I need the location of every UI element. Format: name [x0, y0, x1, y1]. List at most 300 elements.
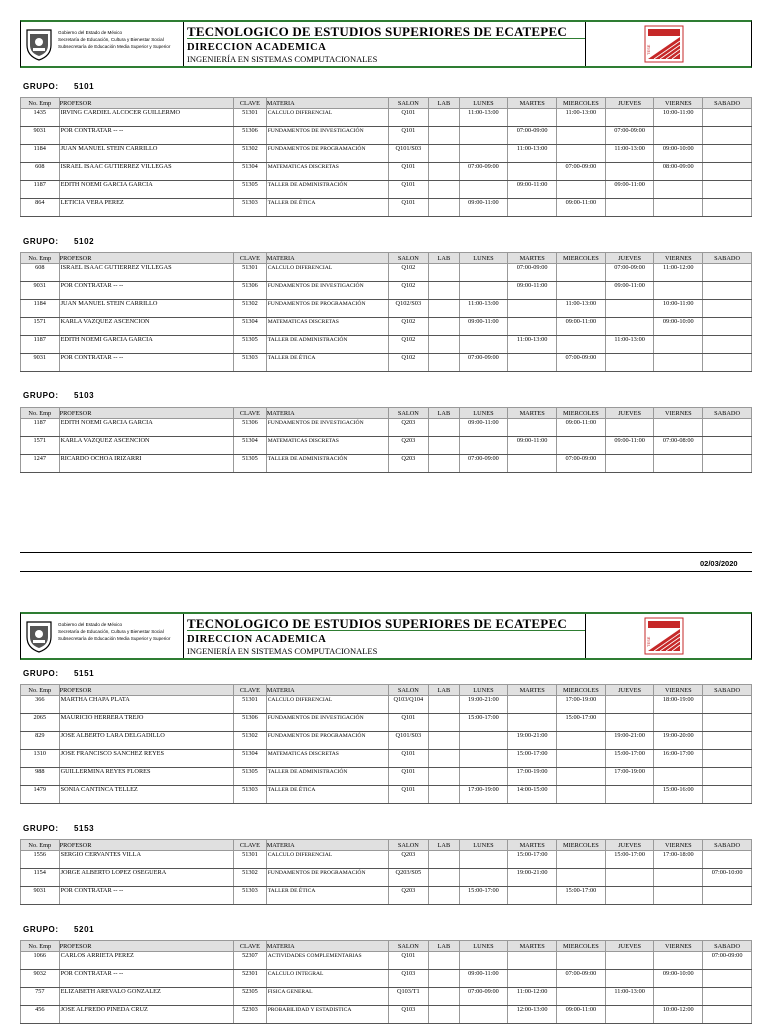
cell-no-emp: 829	[21, 732, 60, 750]
column-header: MIERCOLES	[557, 408, 606, 419]
cell-jueves: 11:00-13:00	[605, 145, 654, 163]
cell-sabado	[703, 199, 752, 217]
column-header: VIERNES	[654, 408, 703, 419]
schedule-table-5153	[20, 839, 752, 905]
cell-viernes: 07:00-08:00	[654, 437, 703, 455]
cell-salon: Q102	[388, 336, 429, 354]
cell-salon: Q101/S03	[388, 145, 429, 163]
column-header: SABADO	[703, 98, 752, 109]
gov-line-subsecretariat: Subsecretaría de Educación Media Superior y Superior	[58, 44, 171, 49]
cell-clave: 51302	[234, 732, 266, 750]
cell-martes	[508, 419, 557, 437]
cell-viernes: 09:00-10:00	[654, 145, 703, 163]
column-header: PROFESOR	[59, 840, 234, 851]
gov-line-subsecretariat: Subsecretaría de Educación Media Superior y Superior	[58, 636, 171, 641]
group-label	[23, 391, 95, 400]
column-header: JUEVES	[605, 253, 654, 264]
cell-jueves: 15:00-17:00	[605, 851, 654, 869]
cell-no-emp: 757	[21, 988, 60, 1006]
table-row	[21, 732, 752, 750]
column-header: CLAVE	[234, 408, 266, 419]
cell-no-emp: 456	[21, 1006, 60, 1024]
table-row	[21, 869, 752, 887]
cell-miercoles: 07:00-09:00	[557, 354, 606, 372]
cell-jueves: 11:00-13:00	[605, 336, 654, 354]
table-row	[21, 696, 752, 714]
cell-jueves: 15:00-17:00	[605, 750, 654, 768]
column-header: SABADO	[703, 685, 752, 696]
cell-sabado	[703, 455, 752, 473]
cell-lunes	[459, 282, 508, 300]
cell-profesor: KARLA VAZQUEZ ASCENCION	[59, 437, 234, 455]
cell-no-emp: 9031	[21, 127, 60, 145]
cell-jueves	[605, 419, 654, 437]
cell-lab	[429, 970, 459, 988]
table-header-row	[21, 840, 752, 851]
column-header: JUEVES	[605, 98, 654, 109]
cell-viernes: 18:00-19:00	[654, 696, 703, 714]
cell-no-emp: 1435	[21, 109, 60, 127]
cell-martes	[508, 354, 557, 372]
cell-salon: Q101	[388, 127, 429, 145]
page-header-1	[20, 20, 752, 68]
cell-jueves	[605, 199, 654, 217]
cell-profesor: JOSE FRANCISCO SANCHEZ REYES	[59, 750, 234, 768]
cell-miercoles: 09:00-11:00	[557, 419, 606, 437]
column-header: MIERCOLES	[557, 840, 606, 851]
column-header: MIERCOLES	[557, 941, 606, 952]
column-header: LUNES	[459, 840, 508, 851]
department-title: DIRECCION ACADEMICA	[187, 634, 327, 645]
cell-profesor: JOSE ALBERTO LARA DELGADILLO	[59, 732, 234, 750]
column-header: SABADO	[703, 253, 752, 264]
cell-materia: TALLER DE ADMINISTRACIÓN	[266, 768, 388, 786]
cell-jueves: 09:00-11:00	[605, 181, 654, 199]
cell-profesor: EDITH NOEMI GARCIA GARCIA	[59, 336, 234, 354]
cell-lab	[429, 455, 459, 473]
cell-salon: Q203	[388, 887, 429, 905]
cell-materia: TALLER DE ADMINISTRACIÓN	[266, 181, 388, 199]
column-header: SABADO	[703, 941, 752, 952]
page-header-2	[20, 612, 752, 660]
cell-lab	[429, 714, 459, 732]
cell-miercoles: 11:00-13:00	[557, 109, 606, 127]
cell-lunes	[459, 869, 508, 887]
cell-salon: Q203	[388, 419, 429, 437]
cell-miercoles: 07:00-09:00	[557, 455, 606, 473]
cell-clave: 51301	[234, 109, 266, 127]
cell-clave: 51306	[234, 419, 266, 437]
column-header: SABADO	[703, 840, 752, 851]
cell-lunes: 09:00-11:00	[459, 199, 508, 217]
cell-jueves	[605, 455, 654, 473]
cell-martes	[508, 163, 557, 181]
cell-clave: 51302	[234, 869, 266, 887]
cell-no-emp: 1479	[21, 786, 60, 804]
cell-sabado	[703, 419, 752, 437]
cell-clave: 51305	[234, 181, 266, 199]
cell-lab	[429, 127, 459, 145]
column-header: JUEVES	[605, 941, 654, 952]
cell-salon: Q102/S03	[388, 300, 429, 318]
footer-date: 02/03/2020	[700, 559, 738, 568]
column-header: MARTES	[508, 98, 557, 109]
cell-lab	[429, 318, 459, 336]
column-header: LUNES	[459, 685, 508, 696]
cell-miercoles	[557, 869, 606, 887]
table-row	[21, 264, 752, 282]
column-header: JUEVES	[605, 408, 654, 419]
table-header-row	[21, 408, 752, 419]
cell-materia: FUNDAMENTOS DE INVESTIGACIÓN	[266, 419, 388, 437]
cell-clave: 51304	[234, 750, 266, 768]
table-header-row	[21, 253, 752, 264]
cell-materia: TALLER DE ÉTICA	[266, 786, 388, 804]
cell-materia: TALLER DE ADMINISTRACIÓN	[266, 455, 388, 473]
cell-materia: FUNDAMENTOS DE PROGRAMACIÓN	[266, 145, 388, 163]
cell-viernes: 16:00-17:00	[654, 750, 703, 768]
cell-miercoles: 15:00-17:00	[557, 887, 606, 905]
cell-clave: 51303	[234, 354, 266, 372]
cell-sabado	[703, 887, 752, 905]
column-header: MARTES	[508, 408, 557, 419]
column-header: MATERIA	[266, 408, 388, 419]
cell-lunes: 07:00-09:00	[459, 354, 508, 372]
cell-clave: 51306	[234, 127, 266, 145]
column-header: CLAVE	[234, 941, 266, 952]
career-title: INGENIERÍA EN SISTEMAS COMPUTACIONALES	[187, 646, 378, 656]
cell-lunes: 09:00-11:00	[459, 318, 508, 336]
cell-lunes	[459, 181, 508, 199]
column-header: LUNES	[459, 408, 508, 419]
column-header: LUNES	[459, 98, 508, 109]
cell-materia: TALLER DE ÉTICA	[266, 354, 388, 372]
cell-viernes: 11:00-12:00	[654, 264, 703, 282]
cell-salon: Q103	[388, 970, 429, 988]
column-header: VIERNES	[654, 98, 703, 109]
cell-lab	[429, 109, 459, 127]
cell-viernes	[654, 988, 703, 1006]
table-row	[21, 988, 752, 1006]
cell-lunes: 15:00-17:00	[459, 714, 508, 732]
cell-lab	[429, 851, 459, 869]
cell-miercoles	[557, 750, 606, 768]
cell-lab	[429, 786, 459, 804]
cell-martes	[508, 714, 557, 732]
cell-sabado	[703, 732, 752, 750]
cell-no-emp: 1571	[21, 437, 60, 455]
cell-lunes: 15:00-17:00	[459, 887, 508, 905]
cell-no-emp: 988	[21, 768, 60, 786]
cell-salon: Q102	[388, 282, 429, 300]
table-row	[21, 714, 752, 732]
cell-clave: 51304	[234, 437, 266, 455]
group-label-text: GRUPO:	[23, 669, 59, 678]
cell-viernes: 10:00-11:00	[654, 300, 703, 318]
cell-martes	[508, 970, 557, 988]
cell-miercoles	[557, 181, 606, 199]
cell-lunes: 11:00-13:00	[459, 300, 508, 318]
cell-lunes: 09:00-11:00	[459, 419, 508, 437]
tese-logo-icon	[644, 617, 684, 655]
column-header: LAB	[429, 98, 459, 109]
cell-martes	[508, 887, 557, 905]
column-header: LAB	[429, 941, 459, 952]
cell-no-emp: 9031	[21, 887, 60, 905]
cell-viernes: 19:00-20:00	[654, 732, 703, 750]
cell-no-emp: 1066	[21, 952, 60, 970]
cell-viernes: 08:00-09:00	[654, 163, 703, 181]
table-header-row	[21, 685, 752, 696]
column-header: LUNES	[459, 941, 508, 952]
column-header: MARTES	[508, 253, 557, 264]
cell-lab	[429, 199, 459, 217]
table-row	[21, 437, 752, 455]
cell-lunes: 17:00-19:00	[459, 786, 508, 804]
cell-profesor: KARLA VAZQUEZ ASCENCION	[59, 318, 234, 336]
cell-viernes	[654, 199, 703, 217]
cell-profesor: POR CONTRATAR -- --	[59, 127, 234, 145]
column-header: MARTES	[508, 941, 557, 952]
cell-viernes: 09:00-10:00	[654, 318, 703, 336]
column-header: No. Emp	[21, 98, 60, 109]
column-header: SALON	[388, 685, 429, 696]
cell-miercoles: 09:00-11:00	[557, 1006, 606, 1024]
column-header: LUNES	[459, 253, 508, 264]
cell-sabado	[703, 786, 752, 804]
cell-miercoles	[557, 437, 606, 455]
group-label	[23, 824, 95, 833]
cell-martes: 11:00-13:00	[508, 145, 557, 163]
career-title: INGENIERÍA EN SISTEMAS COMPUTACIONALES	[187, 54, 378, 64]
table-header-row	[21, 98, 752, 109]
column-header: PROFESOR	[59, 685, 234, 696]
column-header: MIERCOLES	[557, 253, 606, 264]
column-header: MIERCOLES	[557, 98, 606, 109]
cell-materia: MATEMATICAS DISCRETAS	[266, 437, 388, 455]
cell-lab	[429, 264, 459, 282]
institution-title: TECNOLOGICO DE ESTUDIOS SUPERIORES DE ECATEPEC	[187, 616, 567, 631]
cell-lab	[429, 988, 459, 1006]
table-row	[21, 163, 752, 181]
cell-lunes	[459, 750, 508, 768]
cell-lab	[429, 732, 459, 750]
column-header: SALON	[388, 253, 429, 264]
cell-salon: Q101	[388, 952, 429, 970]
cell-profesor: POR CONTRATAR -- --	[59, 970, 234, 988]
cell-profesor: IRVING CARDIEL ALCOCER GUILLERMO	[59, 109, 234, 127]
cell-viernes	[654, 127, 703, 145]
cell-salon: Q101	[388, 163, 429, 181]
cell-lab	[429, 163, 459, 181]
cell-miercoles	[557, 851, 606, 869]
cell-lab	[429, 300, 459, 318]
column-header: No. Emp	[21, 685, 60, 696]
cell-jueves: 07:00-09:00	[605, 264, 654, 282]
cell-clave: 52303	[234, 1006, 266, 1024]
cell-sabado	[703, 163, 752, 181]
column-header: CLAVE	[234, 98, 266, 109]
column-header: MATERIA	[266, 98, 388, 109]
group-label-text: GRUPO:	[23, 391, 59, 400]
cell-salon: Q101	[388, 199, 429, 217]
cell-clave: 51306	[234, 714, 266, 732]
cell-sabado	[703, 354, 752, 372]
cell-sabado	[703, 851, 752, 869]
cell-salon: Q101	[388, 109, 429, 127]
cell-lunes	[459, 952, 508, 970]
svg-text:TESE: TESE	[646, 44, 651, 55]
cell-jueves: 09:00-11:00	[605, 282, 654, 300]
cell-lunes: 07:00-09:00	[459, 988, 508, 1006]
cell-jueves	[605, 300, 654, 318]
cell-miercoles	[557, 786, 606, 804]
table-row	[21, 1006, 752, 1024]
cell-jueves	[605, 163, 654, 181]
cell-lab	[429, 1006, 459, 1024]
cell-materia: CALCULO DIFERENCIAL	[266, 109, 388, 127]
column-header: MARTES	[508, 840, 557, 851]
table-row	[21, 318, 752, 336]
cell-martes: 07:00-09:00	[508, 127, 557, 145]
state-shield-icon	[25, 619, 53, 653]
cell-lab	[429, 181, 459, 199]
cell-viernes	[654, 336, 703, 354]
column-header: PROFESOR	[59, 408, 234, 419]
column-header: VIERNES	[654, 253, 703, 264]
column-header: SALON	[388, 408, 429, 419]
cell-jueves	[605, 109, 654, 127]
cell-miercoles	[557, 988, 606, 1006]
cell-no-emp: 1310	[21, 750, 60, 768]
cell-profesor: ISRAEL ISAAC GUTIERREZ VILLEGAS	[59, 264, 234, 282]
cell-clave: 51305	[234, 336, 266, 354]
cell-profesor: GUILLERMINA REYES FLORES	[59, 768, 234, 786]
column-header: LAB	[429, 840, 459, 851]
column-header: SALON	[388, 941, 429, 952]
cell-martes: 14:00-15:00	[508, 786, 557, 804]
cell-viernes	[654, 768, 703, 786]
cell-salon: Q101	[388, 181, 429, 199]
cell-profesor: SERGIO CERVANTES VILLA	[59, 851, 234, 869]
table-row	[21, 419, 752, 437]
cell-martes: 09:00-11:00	[508, 181, 557, 199]
column-header: LAB	[429, 408, 459, 419]
cell-lunes: 07:00-09:00	[459, 455, 508, 473]
schedule-table-5101	[20, 97, 752, 217]
cell-lunes	[459, 336, 508, 354]
cell-sabado	[703, 109, 752, 127]
cell-materia: CALCULO DIFERENCIAL	[266, 696, 388, 714]
cell-materia: TALLER DE ÉTICA	[266, 199, 388, 217]
cell-miercoles: 09:00-11:00	[557, 199, 606, 217]
schedule-table-5201	[20, 940, 752, 1024]
cell-lunes: 07:00-09:00	[459, 163, 508, 181]
cell-salon: Q102	[388, 354, 429, 372]
cell-profesor: JORGE ALBERTO LOPEZ OSEGUERA	[59, 869, 234, 887]
cell-sabado	[703, 127, 752, 145]
group-number: 5103	[74, 391, 95, 400]
cell-sabado	[703, 988, 752, 1006]
cell-no-emp: 608	[21, 163, 60, 181]
cell-clave: 52301	[234, 970, 266, 988]
cell-materia: PROBABILIDAD Y ESTADISTICA	[266, 1006, 388, 1024]
cell-sabado	[703, 318, 752, 336]
column-header: PROFESOR	[59, 253, 234, 264]
cell-materia: FUNDAMENTOS DE INVESTIGACIÓN	[266, 714, 388, 732]
cell-salon: Q203	[388, 437, 429, 455]
group-label	[23, 237, 95, 246]
cell-salon: Q101	[388, 768, 429, 786]
cell-clave: 51301	[234, 264, 266, 282]
cell-miercoles: 15:00-17:00	[557, 714, 606, 732]
group-number: 5153	[74, 824, 95, 833]
cell-clave: 51301	[234, 696, 266, 714]
table-row	[21, 127, 752, 145]
cell-jueves	[605, 970, 654, 988]
cell-no-emp: 1184	[21, 145, 60, 163]
cell-martes: 19:00-21:00	[508, 869, 557, 887]
cell-materia: CALCULO DIFERENCIAL	[266, 851, 388, 869]
table-row	[21, 768, 752, 786]
cell-martes: 19:00-21:00	[508, 732, 557, 750]
department-title: DIRECCION ACADEMICA	[187, 42, 327, 53]
group-label-text: GRUPO:	[23, 824, 59, 833]
cell-materia: TALLER DE ÉTICA	[266, 887, 388, 905]
cell-salon: Q203	[388, 851, 429, 869]
cell-jueves	[605, 952, 654, 970]
cell-materia: FISICA GENERAL	[266, 988, 388, 1006]
column-header: MATERIA	[266, 685, 388, 696]
cell-salon: Q101	[388, 786, 429, 804]
group-label	[23, 925, 95, 934]
cell-miercoles	[557, 282, 606, 300]
cell-lab	[429, 419, 459, 437]
cell-martes: 09:00-11:00	[508, 437, 557, 455]
cell-materia: MATEMATICAS DISCRETAS	[266, 163, 388, 181]
cell-martes	[508, 318, 557, 336]
column-header: SABADO	[703, 408, 752, 419]
column-header: JUEVES	[605, 840, 654, 851]
cell-salon: Q101	[388, 750, 429, 768]
cell-profesor: POR CONTRATAR -- --	[59, 282, 234, 300]
group-label	[23, 82, 95, 91]
cell-miercoles: 11:00-13:00	[557, 300, 606, 318]
cell-sabado	[703, 282, 752, 300]
table-row	[21, 336, 752, 354]
cell-martes: 17:00-19:00	[508, 768, 557, 786]
group-number: 5151	[74, 669, 95, 678]
cell-viernes: 15:00-16:00	[654, 786, 703, 804]
cell-lab	[429, 696, 459, 714]
cell-miercoles	[557, 336, 606, 354]
cell-martes	[508, 109, 557, 127]
cell-martes	[508, 696, 557, 714]
cell-profesor: JUAN MANUEL STEIN CARRILLO	[59, 145, 234, 163]
table-row	[21, 851, 752, 869]
cell-profesor: ISRAEL ISAAC GUTIERREZ VILLEGAS	[59, 163, 234, 181]
cell-no-emp: 2065	[21, 714, 60, 732]
government-logo-block	[21, 22, 184, 66]
cell-viernes	[654, 952, 703, 970]
cell-viernes	[654, 714, 703, 732]
svg-text:TESE: TESE	[646, 636, 651, 647]
cell-materia: TALLER DE ADMINISTRACIÓN	[266, 336, 388, 354]
group-number: 5201	[74, 925, 95, 934]
cell-miercoles	[557, 127, 606, 145]
column-header: No. Emp	[21, 408, 60, 419]
cell-lunes	[459, 732, 508, 750]
